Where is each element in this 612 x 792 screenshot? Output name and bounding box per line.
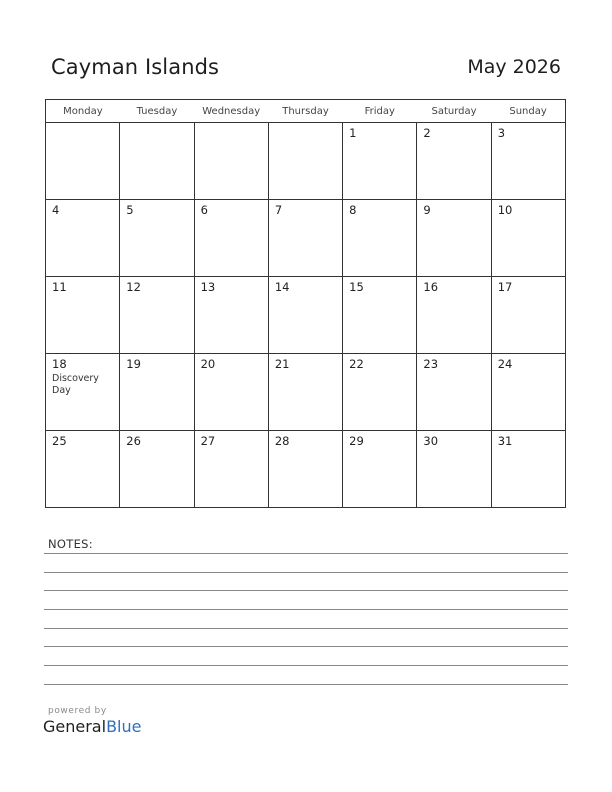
- day-cell: [491, 200, 565, 277]
- note-line: [44, 553, 568, 554]
- day-cell: [268, 200, 342, 277]
- day-cell: [491, 354, 565, 431]
- day-number: 21: [274, 357, 290, 371]
- day-cell: [343, 123, 417, 200]
- day-cell: [268, 277, 342, 354]
- calendar-week-row: [46, 200, 566, 277]
- calendar-country-title: Cayman Islands: [51, 55, 220, 79]
- day-number: 16: [423, 280, 439, 294]
- note-line: [44, 646, 568, 647]
- day-cell: [417, 277, 491, 354]
- day-number: 30: [423, 434, 439, 448]
- note-line: [44, 665, 568, 666]
- day-cell: [343, 431, 417, 508]
- day-cell: [194, 277, 268, 354]
- day-number: 29: [349, 434, 364, 448]
- day-cell: [46, 200, 120, 277]
- day-number: 26: [126, 434, 141, 448]
- day-number: 12: [126, 280, 141, 294]
- weekday-header: Tuesday: [120, 100, 194, 123]
- day-cell: [46, 277, 120, 354]
- empty-day-cell: [268, 123, 342, 200]
- day-cell: [417, 431, 491, 508]
- day-cell: [491, 123, 565, 200]
- day-number: 18: [52, 357, 67, 371]
- day-number: 4: [52, 203, 60, 217]
- day-number: 1: [349, 126, 357, 140]
- day-number: 19: [126, 357, 141, 371]
- day-cell: [268, 354, 342, 431]
- weekday-header: Friday: [343, 100, 417, 123]
- calendar-grid: [45, 99, 566, 508]
- brand-blue: Blue: [106, 717, 142, 736]
- weekday-header: Monday: [46, 100, 120, 123]
- day-cell: [417, 354, 491, 431]
- day-number: 8: [349, 203, 357, 217]
- day-number: 28: [274, 434, 290, 448]
- day-number: 11: [52, 280, 67, 294]
- note-line: [44, 684, 568, 685]
- notes-label: NOTES:: [48, 537, 93, 551]
- day-cell: [194, 431, 268, 508]
- note-line: [44, 609, 568, 610]
- holiday-label: Discovery Day: [52, 373, 99, 396]
- day-number: 22: [349, 357, 364, 371]
- weekday-header-row: [46, 100, 566, 123]
- day-cell: [268, 431, 342, 508]
- day-number: 6: [200, 203, 208, 217]
- brand-general: General: [43, 717, 107, 736]
- day-number: 5: [126, 203, 134, 217]
- day-cell: [491, 431, 565, 508]
- powered-by-text: powered by: [48, 706, 107, 716]
- calendar-week-row: [46, 123, 566, 200]
- day-cell: [417, 123, 491, 200]
- day-cell: [343, 200, 417, 277]
- day-number: 9: [423, 203, 431, 217]
- empty-day-cell: [194, 123, 268, 200]
- calendar-week-row: [46, 431, 566, 508]
- day-cell: [194, 200, 268, 277]
- calendar-month-title: May 2026: [467, 56, 561, 78]
- day-number: 13: [200, 280, 216, 294]
- day-number: 27: [200, 434, 216, 448]
- day-cell: [120, 277, 194, 354]
- day-number: 3: [497, 126, 506, 140]
- note-line: [44, 590, 568, 591]
- day-number: 10: [497, 203, 513, 217]
- day-cell: [343, 277, 417, 354]
- day-cell: [343, 354, 417, 431]
- note-line: [44, 572, 568, 573]
- calendar-week-row: [46, 354, 566, 431]
- generalblue-logo: [43, 717, 141, 736]
- day-number: 25: [52, 434, 67, 448]
- day-cell: [417, 200, 491, 277]
- calendar-week-row: [46, 277, 566, 354]
- weekday-header: Sunday: [491, 100, 565, 123]
- day-cell: [46, 354, 120, 431]
- day-number: 2: [423, 126, 431, 140]
- empty-day-cell: [120, 123, 194, 200]
- empty-day-cell: [46, 123, 120, 200]
- day-cell: [120, 431, 194, 508]
- note-line: [44, 628, 568, 629]
- weekday-header: Thursday: [268, 100, 342, 123]
- weekday-header: Saturday: [417, 100, 491, 123]
- day-cell: [120, 200, 194, 277]
- day-number: 20: [200, 357, 216, 371]
- day-number: 31: [497, 434, 513, 448]
- day-number: 24: [497, 357, 513, 371]
- day-number: 15: [349, 280, 364, 294]
- day-number: 17: [497, 280, 513, 294]
- day-number: 7: [274, 203, 283, 217]
- day-number: 14: [274, 280, 290, 294]
- day-cell: [46, 431, 120, 508]
- day-number: 23: [423, 357, 439, 371]
- day-cell: [194, 354, 268, 431]
- day-cell: [491, 277, 565, 354]
- day-cell: [120, 354, 194, 431]
- weekday-header: Wednesday: [194, 100, 268, 123]
